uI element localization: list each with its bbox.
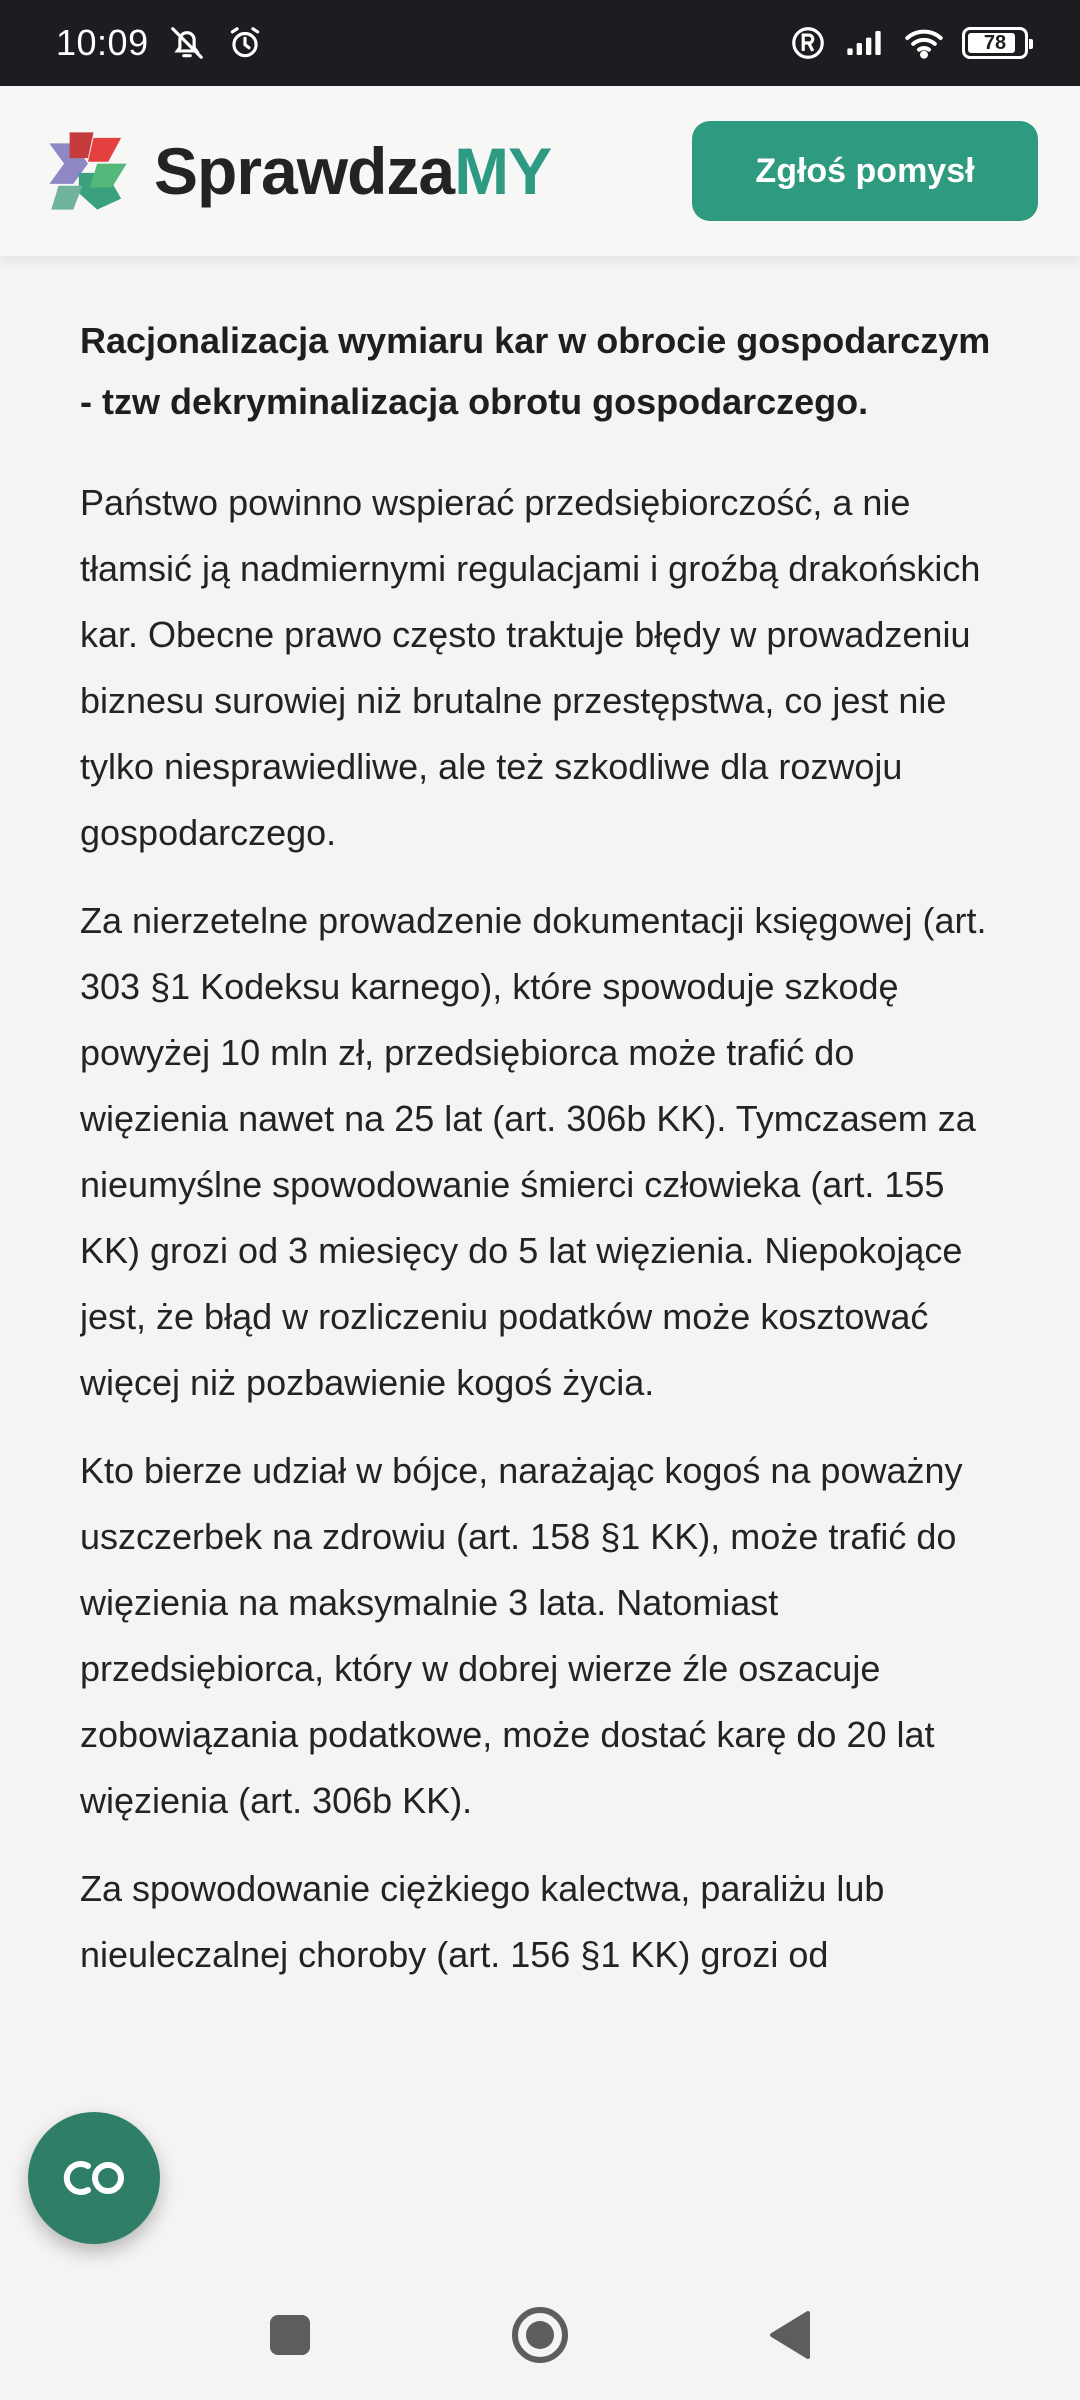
alarm-icon bbox=[225, 23, 265, 63]
status-time: 10:09 bbox=[56, 22, 149, 63]
home-icon bbox=[510, 2305, 570, 2365]
co-fab-button[interactable] bbox=[28, 2112, 160, 2244]
co-icon bbox=[58, 2156, 130, 2200]
brand-name bbox=[154, 133, 551, 209]
article-paragraph: Za spowodowanie ciężkiego kalectwa, paraliżu lub nieuleczalnej choroby (art. 156 §1 KK) grozi od bbox=[80, 1868, 885, 1975]
article-paragraph: Kto bierze udział w bójce, narażając kogoś na poważny uszczerbek na zdrowiu (art. 158 §1 KK), może trafić do więzienia na maksymalnie 3 lata. Natomiast przedsiębiorca, który w dobrej wierze źle oszacuje zobowiązania podatkowe, może dostać karę do 20 lat więzienia (art. 306b KK). bbox=[80, 1450, 963, 1821]
wifi-icon bbox=[904, 23, 944, 63]
article-title: Racjonalizacja wymiaru kar w obrocie gospodarczym - tzw dekryminalizacja obrotu gospodarczego. bbox=[80, 320, 991, 422]
system-navigation-bar bbox=[0, 2270, 1080, 2400]
back-button[interactable] bbox=[755, 2300, 825, 2370]
signal-icon bbox=[846, 23, 886, 63]
article-content bbox=[80, 310, 1000, 2270]
submit-idea-button[interactable]: Zgłoś pomysł bbox=[692, 121, 1038, 221]
app-header bbox=[0, 86, 1080, 256]
registered-icon bbox=[788, 23, 828, 63]
brand-name-part1: Sprawdza bbox=[154, 134, 455, 208]
status-left bbox=[56, 22, 265, 64]
status-right bbox=[788, 23, 1028, 63]
status-bar bbox=[0, 0, 1080, 86]
battery-icon bbox=[962, 27, 1028, 59]
sprawdzamy-logo-icon bbox=[42, 125, 134, 217]
mute-icon bbox=[167, 23, 207, 63]
home-button[interactable] bbox=[505, 2300, 575, 2370]
recents-button[interactable] bbox=[255, 2300, 325, 2370]
article-paragraph: Za nierzetelne prowadzenie dokumentacji księgowej (art. 303 §1 Kodeksu karnego), które spowoduje szkodę powyżej 10 mln zł, przedsiębiorca może trafić do więzienia nawet na 25 lat (art. 306b KK). Tymczasem za nieumyślne spowodowanie śmierci człowieka (art. 155 KK) grozi od 3 miesięcy do 5 lat więzienia. Niepokojące jest, że błąd w rozliczeniu podatków może kosztować więcej niż pozbawienie kogoś życia. bbox=[80, 900, 987, 1403]
brand[interactable] bbox=[42, 125, 551, 217]
battery-level: 78 bbox=[983, 31, 1007, 54]
article-paragraph: Państwo powinno wspierać przedsiębiorczość, a nie tłamsić ją nadmiernymi regulacjami i groźbą drakońskich kar. Obecne prawo często traktuje błędy w prowadzeniu biznesu surowiej niż brutalne przestępstwa, co jest nie tylko niesprawiedliwe, ale też szkodliwe dla rozwoju gospodarczego. bbox=[80, 482, 981, 853]
back-icon bbox=[768, 2311, 812, 2359]
brand-name-part2: MY bbox=[454, 134, 552, 208]
recents-icon bbox=[268, 2313, 312, 2357]
